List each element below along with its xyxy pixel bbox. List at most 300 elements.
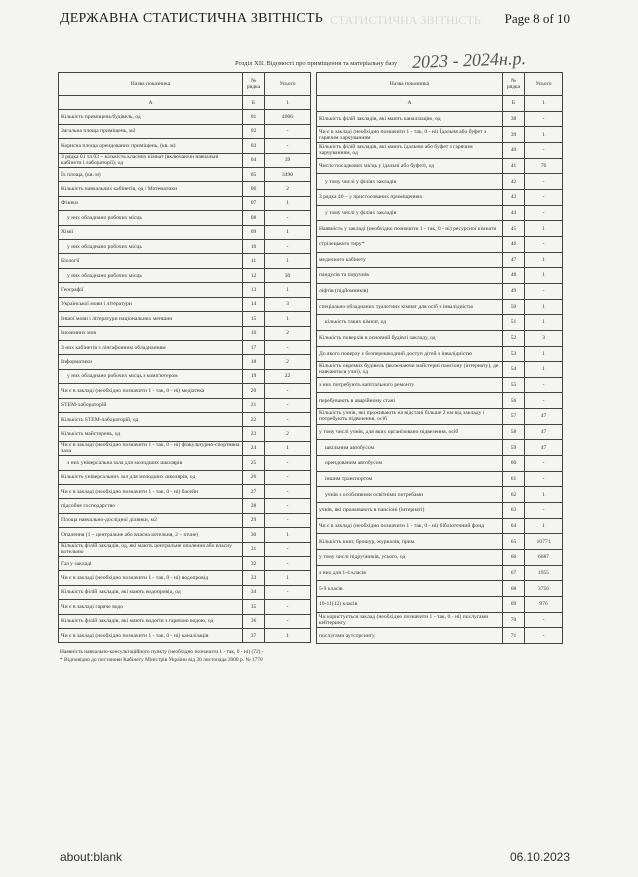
row-number: 55 [503, 377, 525, 393]
row-number: Б [503, 96, 525, 112]
table-row [317, 96, 563, 112]
row-value: 1 [525, 346, 563, 362]
col-header-value: Усього [525, 73, 563, 96]
row-name: у тому числі у філіях закладів [317, 205, 503, 221]
row-value: - [265, 600, 311, 614]
table-row [317, 565, 563, 581]
row-name: Кількість майстерень, од [59, 427, 243, 441]
row-number: 57 [503, 409, 525, 425]
row-value: 1 [265, 441, 311, 455]
ghost-watermark-text: СТАТИСТИЧНА ЗВІТНІСТЬ [330, 13, 481, 27]
row-name: Загальна площа приміщень, м2 [59, 124, 243, 138]
row-value: 76 [525, 158, 563, 174]
row-value: 1 [525, 487, 563, 503]
row-name: Опалення (1 – центральне або власна котельня, 2 – пічне) [59, 528, 243, 542]
row-number: 31 [243, 542, 265, 556]
row-name: Газ у закладі [59, 557, 243, 571]
row-value: 2 [265, 182, 311, 196]
row-value: - [265, 614, 311, 628]
table-row [59, 110, 311, 124]
table-row [59, 268, 311, 282]
row-name: Кількість приміщень/будівель, од [59, 110, 243, 124]
row-value: - [265, 585, 311, 599]
table-row [317, 315, 563, 331]
row-number: 33 [243, 571, 265, 585]
table-row [59, 571, 311, 585]
row-name: Кількість поверхів в основній будівлі закладу, од [317, 330, 503, 346]
row-name: учнів, які проживають в пансіоні (інтернаті) [317, 503, 503, 519]
table-row [317, 283, 563, 299]
row-number: 48 [503, 268, 525, 284]
row-number: 17 [243, 340, 265, 354]
row-value: 3 [265, 297, 311, 311]
row-value: 1 [525, 127, 563, 143]
row-value: - [265, 557, 311, 571]
row-name: Кількість філій закладів, які мають водопровід, од [59, 585, 243, 599]
row-value: 39 [265, 153, 311, 167]
row-value: - [265, 124, 311, 138]
row-number: 10 [243, 240, 265, 254]
row-value: 1 [265, 196, 311, 210]
row-number: 47 [503, 252, 525, 268]
row-number: Б [243, 96, 265, 110]
table-row [59, 96, 311, 110]
row-number: 32 [243, 557, 265, 571]
row-name: Кількість учнів, які проживають на відстані більше 2 км від закладу і потребують підвезення, осіб [317, 409, 503, 425]
row-value: 1 [265, 225, 311, 239]
row-number: 46 [503, 236, 525, 252]
table-row [59, 528, 311, 542]
table-row [59, 629, 311, 643]
row-name: підсобне господарство [59, 499, 243, 513]
row-number: 05 [243, 168, 265, 182]
row-number: 56 [503, 393, 525, 409]
row-number: 37 [243, 629, 265, 643]
row-number: 08 [243, 211, 265, 225]
row-value: 1 [525, 96, 563, 112]
row-name: А [59, 96, 243, 110]
row-number: 21 [243, 398, 265, 412]
row-number: 28 [243, 499, 265, 513]
row-number: 41 [503, 158, 525, 174]
right-table-header [317, 73, 563, 96]
row-value: - [525, 205, 563, 221]
row-number: 13 [243, 283, 265, 297]
row-number: 52 [503, 330, 525, 346]
row-name: Площа навчально-дослідної ділянки, м2 [59, 513, 243, 527]
row-name: Іншої мови і літератури національних меншин [59, 312, 243, 326]
table-row [59, 340, 311, 354]
row-number: 29 [243, 513, 265, 527]
table-row [59, 499, 311, 513]
table-row [317, 612, 563, 628]
row-value: - [525, 503, 563, 519]
row-number: 60 [503, 456, 525, 472]
row-number: 27 [243, 484, 265, 498]
table-row [317, 268, 563, 284]
row-value: 47 [525, 440, 563, 456]
table-row [59, 427, 311, 441]
row-number: 07 [243, 196, 265, 210]
row-name: іншим транспортом [317, 471, 503, 487]
row-number: 69 [503, 597, 525, 613]
table-row [59, 225, 311, 239]
row-name: А [317, 96, 503, 112]
row-value: 1 [265, 571, 311, 585]
table-row [317, 597, 563, 613]
table-row [59, 585, 311, 599]
row-number: 23 [243, 427, 265, 441]
row-number: 06 [243, 182, 265, 196]
row-number: 63 [503, 503, 525, 519]
row-name: Кількість навчальних кабінетів, од / Математики [59, 182, 243, 196]
row-name: послугами аутсорсингу [317, 628, 503, 644]
row-value: - [265, 542, 311, 556]
row-value: - [265, 484, 311, 498]
table-row [59, 513, 311, 527]
table-row [317, 487, 563, 503]
row-value: 1 [265, 528, 311, 542]
row-name: Чи є в закладі (необхідно позначити 1 - так, 0 - ні) фізкультурно-спортивна зала [59, 441, 243, 455]
table-row [317, 534, 563, 550]
row-value: 1 [265, 629, 311, 643]
row-value: - [525, 283, 563, 299]
row-value: - [265, 139, 311, 153]
row-value: - [525, 612, 563, 628]
row-name: у них обладнано робочих місць [59, 268, 243, 282]
row-name: STEM-лабораторій [59, 398, 243, 412]
row-value: - [265, 513, 311, 527]
row-name: З рядка 40 – у пристосованих приміщеннях [317, 189, 503, 205]
table-row [59, 441, 311, 455]
row-number: 68 [503, 581, 525, 597]
row-value: - [265, 412, 311, 426]
row-number: 36 [243, 614, 265, 628]
table-row [317, 236, 563, 252]
row-value: - [265, 398, 311, 412]
row-number: 64 [503, 518, 525, 534]
row-value: 2 [265, 427, 311, 441]
row-number: 51 [503, 315, 525, 331]
row-name: Кількість філій закладів, од, які мають центральне опалення або власну котельню [59, 542, 243, 556]
row-number: 19 [243, 369, 265, 383]
row-value: 1 [525, 362, 563, 378]
row-number: 45 [503, 221, 525, 237]
row-number: 40 [503, 142, 525, 158]
row-name: Кількість універсальних зал для молодших школярів, од [59, 470, 243, 484]
table-row [317, 456, 563, 472]
table-row [59, 470, 311, 484]
row-number: 65 [503, 534, 525, 550]
row-number: 14 [243, 297, 265, 311]
row-number: 16 [243, 326, 265, 340]
row-name: учнів з особливими освітніми потребами [317, 487, 503, 503]
row-name: Кількість філій закладів, які мають каналізацію, од [317, 111, 503, 127]
row-name: Чи користується заклад (необхідно позначити 1 - так, 0 - ні) послугами кейтерингу [317, 612, 503, 628]
row-value: - [525, 377, 563, 393]
row-value: 1955 [525, 565, 563, 581]
row-value: - [525, 628, 563, 644]
table-row [59, 297, 311, 311]
row-name: Інформатики [59, 355, 243, 369]
row-number: 12 [243, 268, 265, 282]
row-value: 1 [525, 299, 563, 315]
row-number: 49 [503, 283, 525, 299]
page-title: ДЕРЖАВНА СТАТИСТИЧНА ЗВІТНІСТЬ [60, 11, 323, 26]
row-value: 4006 [265, 110, 311, 124]
row-name: з них для 1-4 класів [317, 565, 503, 581]
row-number: 04 [243, 153, 265, 167]
row-value: 1 [525, 221, 563, 237]
row-value: 1 [525, 518, 563, 534]
row-value: 47 [525, 409, 563, 425]
row-number: 71 [503, 628, 525, 644]
row-name: стрілецького тиру* [317, 236, 503, 252]
row-name: 5-9 класів [317, 581, 503, 597]
row-number: 58 [503, 424, 525, 440]
row-value: 30 [265, 268, 311, 282]
table-row [317, 440, 563, 456]
table-row [59, 283, 311, 297]
col-header-name: Назва показника [59, 73, 243, 96]
row-name: ліфтів (підйомників) [317, 283, 503, 299]
table-row [317, 409, 563, 425]
row-number: 50 [503, 299, 525, 315]
row-name: Кількість філій закладів, які мають водогін з гарячою водою, од [59, 614, 243, 628]
row-value: 1 [265, 283, 311, 297]
row-name: Кількість книг, брошур, журналів, прим. [317, 534, 503, 550]
table-row [59, 557, 311, 571]
row-number: 70 [503, 612, 525, 628]
row-number: 15 [243, 312, 265, 326]
row-value: 3756 [525, 581, 563, 597]
footer-url: about:blank [60, 850, 123, 864]
row-number: 66 [503, 550, 525, 566]
row-name: кількість таких кімнат, од [317, 315, 503, 331]
row-value: - [525, 189, 563, 205]
row-value: - [265, 470, 311, 484]
row-value: 976 [525, 597, 563, 613]
table-row [317, 346, 563, 362]
left-table-header [59, 73, 311, 96]
row-name: Української мови і літератури [59, 297, 243, 311]
table-row [317, 142, 563, 158]
row-value: 1 [265, 312, 311, 326]
row-number: 01 [243, 110, 265, 124]
table-row [59, 240, 311, 254]
row-number: 43 [503, 189, 525, 205]
row-number: 39 [503, 127, 525, 143]
row-number: 30 [243, 528, 265, 542]
row-name: у них обладнано робочих місць [59, 240, 243, 254]
table-row [59, 326, 311, 340]
table-row [317, 518, 563, 534]
table-row [59, 614, 311, 628]
table-row [59, 484, 311, 498]
table-row [59, 211, 311, 225]
row-name: Хімії [59, 225, 243, 239]
row-value: - [525, 111, 563, 127]
row-name: 10-11(12) класів [317, 597, 503, 613]
row-value: - [525, 471, 563, 487]
row-name: З рядка 01 та 03 – кількість класних кімнат (включаючи навчальні кабінети і лабораторії), од [59, 153, 243, 167]
table-row [59, 456, 311, 470]
table-row [59, 542, 311, 556]
table-row [317, 158, 563, 174]
row-name: Кількість STEM-лабораторій, од [59, 412, 243, 426]
table-row [317, 252, 563, 268]
table-row [59, 168, 311, 182]
row-number: 53 [503, 346, 525, 362]
row-value: 1 [265, 254, 311, 268]
row-number: 44 [503, 205, 525, 221]
table-row [59, 369, 311, 383]
row-name: Наявність у закладі (необхідно позначити 1 - так, 0 - ні) ресурсної кімнати [317, 221, 503, 237]
table-row [59, 312, 311, 326]
row-value: 1 [525, 315, 563, 331]
table-row [59, 600, 311, 614]
row-name: Чи є в закладі (необхідно позначити 1 - так, 0 - ні) Їдальня або буфет з гарячим харчуванням [317, 127, 503, 143]
col-header-row: № рядка [243, 73, 265, 96]
table-row [317, 377, 563, 393]
row-number: 09 [243, 225, 265, 239]
row-value: 2 [265, 326, 311, 340]
row-name: у них обладнано робочих місць з комп'ютером [59, 369, 243, 383]
row-value: - [525, 236, 563, 252]
row-number: 20 [243, 384, 265, 398]
row-number: 03 [243, 139, 265, 153]
row-value: - [265, 340, 311, 354]
footer-date: 06.10.2023 [509, 850, 570, 864]
footnote: * Відповідно до постанови Кабінету Міністрів України від 30 листопада 2000 р. № 1770 [60, 657, 263, 663]
table-row [317, 330, 563, 346]
row-name: Чи є в закладі (необхідно позначити 1 - так, 0 - ні) водопровід [59, 571, 243, 585]
row-name: Біології [59, 254, 243, 268]
section-title: Розділ XII. Відомості про приміщення та матеріальну базу [235, 60, 398, 67]
row-name: Їх площа, (кв. м) [59, 168, 243, 182]
row-name: з них універсальна зала для молодших школярів [59, 456, 243, 470]
row-value: 10771 [525, 534, 563, 550]
row-name: з них потребують капітального ремонту [317, 377, 503, 393]
row-name: Кількість філій закладів, які мають їдальню або буфет з гарячим харчуванням, од [317, 142, 503, 158]
table-row [317, 503, 563, 519]
row-value: 47 [525, 424, 563, 440]
table-row [59, 196, 311, 210]
row-number: 59 [503, 440, 525, 456]
table-row [59, 153, 311, 167]
row-number: 22 [243, 412, 265, 426]
table-row [317, 299, 563, 315]
row-number: 26 [243, 470, 265, 484]
row-value: - [265, 456, 311, 470]
table-row [59, 384, 311, 398]
row-number: 54 [503, 362, 525, 378]
table-row [59, 182, 311, 196]
row-name: медичного кабінету [317, 252, 503, 268]
row-name: Географії [59, 283, 243, 297]
row-name: Чи є в закладі (необхідно позначити 1 - так, 0 - ні) басейн [59, 484, 243, 498]
row-value: 2 [265, 355, 311, 369]
row-name: Іноземних мов [59, 326, 243, 340]
row-name: у тому числі підручників, усього, од [317, 550, 503, 566]
row-value: - [265, 384, 311, 398]
row-number: 02 [243, 124, 265, 138]
row-name: До якого поверху є безперешкодний доступ дітей з інвалідністю [317, 346, 503, 362]
row-name: З них кабінетів з лінгафонним обладнанням [59, 340, 243, 354]
table-row [317, 189, 563, 205]
row-value: - [265, 499, 311, 513]
row-number: 25 [243, 456, 265, 470]
row-name: Чи є в закладі (необхідно позначити 1 - так, 0 - ні) каналізація [59, 629, 243, 643]
table-row [317, 424, 563, 440]
row-number: 61 [503, 471, 525, 487]
row-name: Корисна площа орендованих приміщень, (кв. м) [59, 139, 243, 153]
row-name: шкільним автобусом [317, 440, 503, 456]
row-name: Чи є в закладі гаряче водо [59, 600, 243, 614]
row-name: Чи є в закладі (необхідно позначити 1 - так, 0 - ні) бібліотечний фонд [317, 518, 503, 534]
row-number: 35 [243, 600, 265, 614]
table-row [317, 205, 563, 221]
row-value: 6687 [525, 550, 563, 566]
page-number: Page 8 of 10 [504, 11, 570, 26]
table-row [317, 362, 563, 378]
table-row [317, 628, 563, 644]
row-value: - [265, 211, 311, 225]
row-name: перебувають в аварійному стані [317, 393, 503, 409]
row-value: 1 [525, 268, 563, 284]
table-row [59, 355, 311, 369]
row-name: Кількість окремих будівель (включаючи майстерні пансіону (інтернату), де навчаються учні), од [317, 362, 503, 378]
row-number: 67 [503, 565, 525, 581]
row-number: 42 [503, 174, 525, 190]
table-row [317, 174, 563, 190]
col-header-value: Усього [265, 73, 311, 96]
table-row [317, 550, 563, 566]
row-value: - [525, 174, 563, 190]
row-number: 62 [503, 487, 525, 503]
table-row [59, 124, 311, 138]
handwritten-year: 2023 - 2024н.р. [411, 48, 527, 72]
table-row [317, 127, 563, 143]
row-value: 1 [265, 96, 311, 110]
table-row [59, 412, 311, 426]
row-name: Фізики [59, 196, 243, 210]
table-row [59, 139, 311, 153]
row-value: 3 [525, 330, 563, 346]
row-name: пандусів та поручнів [317, 268, 503, 284]
row-name: орендованим автобусом [317, 456, 503, 472]
row-name: Чи є в закладі (необхідно позначити 1 - так, 0 - ні) медіатека [59, 384, 243, 398]
row-number: 38 [503, 111, 525, 127]
table-row [317, 393, 563, 409]
table-row [317, 471, 563, 487]
row-name: Число посадкових місць у їдальні або буфеті, од [317, 158, 503, 174]
row-value: 1 [525, 252, 563, 268]
table-row [317, 111, 563, 127]
left-table [58, 72, 311, 643]
row-name: у них обладнано робочих місць [59, 211, 243, 225]
row-name: у тому числі у філіях закладів [317, 174, 503, 190]
row-number: 18 [243, 355, 265, 369]
row-name: у тому числі учнів, для яких організовано підвезення, осіб [317, 424, 503, 440]
footnote: Наявність навчально-консультаційного пункту (необхідно позначити 1 - так, 0 - ні) (72) - [60, 649, 264, 655]
row-value: 22 [265, 369, 311, 383]
col-header-row: № рядка [503, 73, 525, 96]
table-row [59, 398, 311, 412]
row-name: спеціально обладнаних туалетних кімнат для осіб з інвалідністю [317, 299, 503, 315]
table-row [59, 254, 311, 268]
row-value: 3490 [265, 168, 311, 182]
